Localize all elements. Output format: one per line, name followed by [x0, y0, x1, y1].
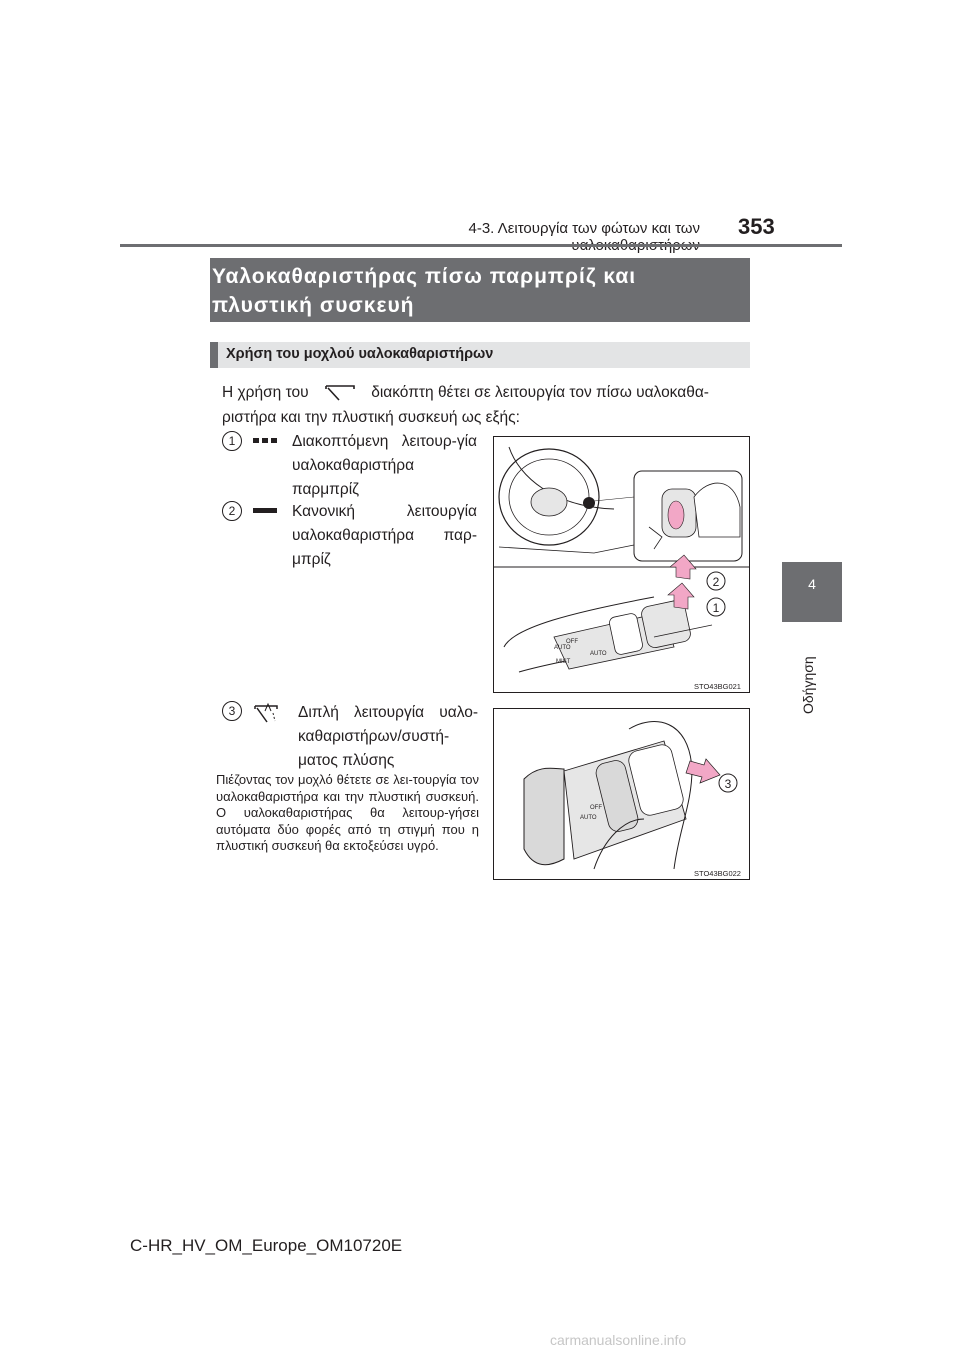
item-text-1: Διακοπτόμενη λειτουρ-γία υαλοκαθαριστήρα παρμπρίζ — [292, 433, 477, 498]
page-title-line2: πλυστική συσκευή — [212, 294, 415, 317]
figure-2-illustration — [494, 709, 749, 879]
intro-after-icon: διακόπτη θέτει σε λειτουργία τον πίσω υαλοκαθα- — [371, 384, 709, 401]
intro-paragraph — [222, 380, 750, 430]
figure-washer-operation — [493, 708, 750, 880]
washer-icon — [253, 702, 279, 726]
page-title-line1: Υαλοκαθαριστήρας πίσω παρμπρίζ και — [212, 265, 637, 288]
figure-wiper-lever-positions — [493, 436, 750, 693]
item-text-2: Κανονική λειτουργία υαλοκαθαριστήρα παρ-μπρίζ — [292, 503, 477, 568]
lever-label-off: OFF — [566, 639, 578, 645]
fig1-callout-1: 1 — [712, 601, 720, 615]
item-number-2: 2 — [222, 501, 242, 521]
page-title — [212, 262, 742, 320]
item-number-1: 1 — [222, 431, 242, 451]
chapter-number: 4 — [808, 576, 816, 592]
intro-before-icon: Η χρήση του — [222, 384, 309, 401]
lever-label-mist: MIST — [556, 659, 571, 665]
note-paragraph: Πιέζοντας τον μοχλό θέτετε σε λει-τουργία τον υαλοκαθαριστήρα και την πλυστική συσκευή. Ο υαλοκαθαριστήρας θα λειτουρ-γήσει αυτόματα δύο φορές από τη στιγμή που η πλυστική συσκευή θα εκτοξεύσει υγρό. — [216, 772, 479, 853]
fig2-callout-3: 3 — [724, 777, 732, 791]
figure-2-code: STO43BG022 — [694, 869, 741, 878]
fig1-callout-2: 2 — [712, 575, 720, 589]
watermark: carmanualsonline.info — [550, 1332, 687, 1348]
chapter-label: Οδήγηση — [800, 656, 816, 714]
figure-1-code: STO43BG021 — [694, 682, 741, 691]
arrow-push-lever — [686, 759, 720, 783]
page-number: 353 — [738, 214, 775, 239]
intro-line2: ριστήρα και την πλυστική συσκευή ως εξής: — [222, 409, 520, 426]
lever-label-auto-1: AUTO — [590, 651, 607, 657]
fig2-lever-label-auto: AUTO — [580, 815, 597, 821]
figure-1-illustration — [494, 437, 749, 692]
subsection-title: Χρήση του μοχλού υαλοκαθαριστήρων — [226, 346, 494, 362]
intermittent-icon — [253, 437, 277, 445]
item-number-3: 3 — [222, 701, 242, 721]
fig2-lever-label-off: OFF — [590, 805, 602, 811]
document-id: C-HR_HV_OM_Europe_OM10720E — [130, 1236, 403, 1255]
normal-wipe-icon — [253, 507, 277, 515]
item-text-3: Διπλή λειτουργία υαλο-καθαριστήρων/συστή-ματος πλύσης — [298, 704, 478, 769]
header-divider — [120, 244, 842, 247]
section-title: 4-3. Λειτουργία των φώτων και των — [468, 220, 700, 237]
lever-label-auto-2: AUTO — [554, 645, 571, 651]
chapter-tab — [782, 562, 842, 622]
intro-line1 — [222, 380, 750, 405]
rear-wiper-switch-icon — [323, 383, 357, 403]
